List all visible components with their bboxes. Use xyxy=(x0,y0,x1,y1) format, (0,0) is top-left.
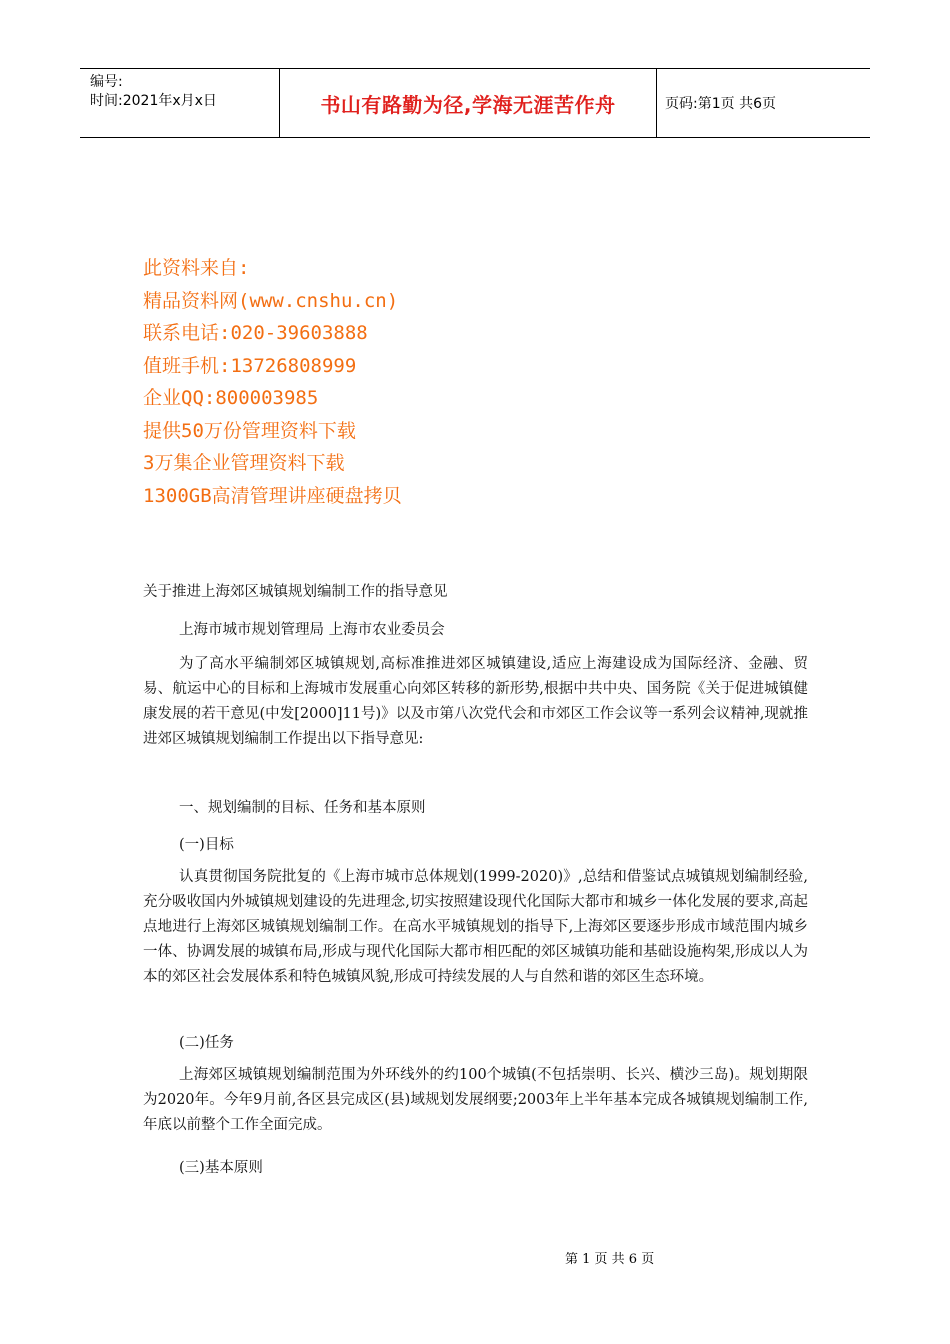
document-title: 关于推进上海郊区城镇规划编制工作的指导意见 xyxy=(143,584,448,600)
page-code: 页码:第1页 共6页 xyxy=(665,96,776,112)
subsection-principles: (三)基本原则 xyxy=(179,1160,263,1176)
section-heading: 一、规划编制的目标、任务和基本原则 xyxy=(179,800,426,816)
promo-block xyxy=(143,252,402,512)
promo-line: 值班手机:13726808999 xyxy=(143,354,357,377)
promo-line: 此资料来自: xyxy=(143,257,250,279)
number-label: 编号: xyxy=(90,74,123,90)
motto: 书山有路勤为径,学海无涯苦作舟 xyxy=(280,69,657,137)
page-header xyxy=(80,68,870,138)
page-footer: 第 1 页 共 6 页 xyxy=(565,1252,655,1267)
promo-line: 3万集企业管理资料下载 xyxy=(143,452,345,474)
task-paragraph: 上海郊区城镇规划编制范围为外环线外的约100个城镇(不包括崇明、长兴、横沙三岛)。规划期限为2020年。今年9月前,各区县完成区(县)域规划发展纲要;2003年上半年基本完成各城镇规划编制工作,年底以前整个工作全面完成。 xyxy=(143,1067,808,1133)
header-meta xyxy=(80,69,280,137)
goal-paragraph: 认真贯彻国务院批复的《上海市城市总体规划(1999-2020)》,总结和借鉴试点城镇规划编制经验,充分吸收国内外城镇规划建设的先进理念,切实按照建设现代化国际大都市和城乡一体化发展的要求,高起点地进行上海郊区城镇规划编制工作。在高水平城镇规划的指导下,上海郊区要逐步形成市域范围内城乡一体、协调发展的城镇布局,形成与现代化国际大都市相匹配的郊区城镇功能和基础设施构架,形成以人为本的郊区社会发展体系和特色城镇风貌,形成可持续发展的人与自然和谐的郊区生态环境。 xyxy=(143,869,808,985)
intro-paragraph: 为了高水平编制郊区城镇规划,高标准推进郊区城镇建设,适应上海建设成为国际经济、金融、贸易、航运中心的目标和上海城市发展重心向郊区转移的新形势,根据中共中央、国务院《关于促进城镇健康发展的若干意见(中发[2000]11号)》以及市第八次党代会和市郊区工作会议等一系列会议精神,现就推进郊区城镇规划编制工作提出以下指导意见: xyxy=(143,656,808,747)
promo-line: 提供50万份管理资料下载 xyxy=(143,419,356,442)
promo-line: 精品资料网(www.cnshu.cn) xyxy=(143,289,399,312)
document-issuer: 上海市城市规划管理局 上海市农业委员会 xyxy=(179,622,445,638)
promo-line: 企业QQ:800003985 xyxy=(143,387,319,409)
promo-line: 联系电话:020-39603888 xyxy=(143,322,368,344)
promo-line: 1300GB高清管理讲座硬盘拷贝 xyxy=(143,484,402,507)
subsection-goal: (一)目标 xyxy=(179,837,234,853)
date-label: 时间:2021年x月x日 xyxy=(90,93,217,109)
subsection-task: (二)任务 xyxy=(179,1035,234,1051)
